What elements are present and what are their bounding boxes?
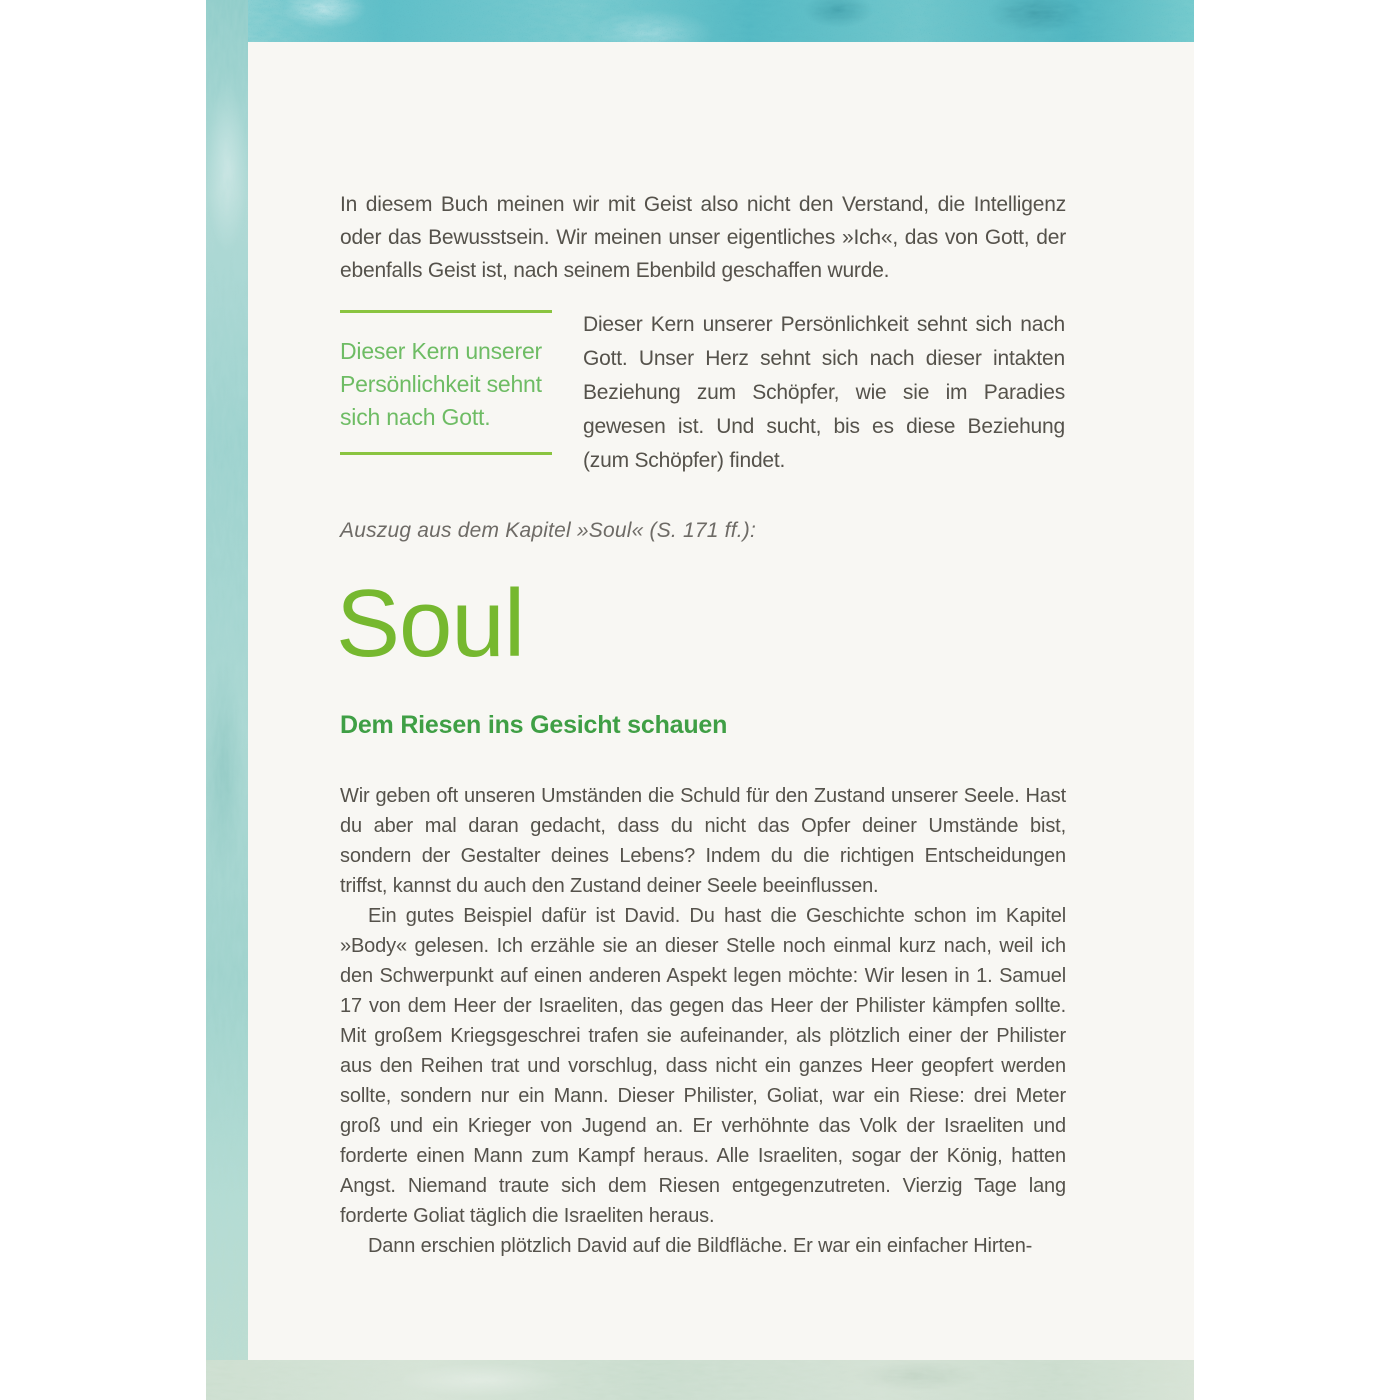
body-paragraph: Dann erschien plötzlich David auf die Bildfläche. Er war ein einfacher Hirten- <box>368 1235 1033 1257</box>
frame-top-strip <box>206 0 1194 42</box>
pullquote-text: Dieser Kern unserer Persönlichkeit sehnt sich nach Gott. <box>340 338 543 430</box>
body-paragraph: Wir geben oft unseren Umständen die Schuld für den Zustand unserer Seele. Hast du aber mal daran gedacht, dass du nicht das Opfer deiner Umstände bist, sondern der Gestalter deines Lebens? Indem du die richtigen Entscheidungen triffst, kannst du auch den Zustand deiner Seele beeinflussen. <box>340 785 1066 897</box>
quote-paragraph: Dieser Kern unserer Persönlichkeit sehnt sich nach Gott. Unser Herz sehnt sich nach dieser intakten Beziehung zum Schöpfer, wie sie im Paradies gewesen ist. Und sucht, bis es diese Beziehung (zum Schöpfer) findet. <box>583 313 1065 472</box>
frame-left-strip <box>206 0 248 1400</box>
body-text <box>340 781 1066 1261</box>
frame-bottom-strip <box>206 1360 1194 1400</box>
chapter-title: Soul <box>336 570 525 677</box>
body-paragraph: Ein gutes Beispiel dafür ist David. Du hast die Geschichte schon im Kapitel »Body« gelesen. Ich erzähle sie an dieser Stelle noch einmal kurz nach, weil ich den Schwerpunkt auf einen anderen Aspekt legen möchte: Wir lesen in 1. Samuel 17 von dem Heer der Israeliten, das gegen das Heer der Philister kämpfen sollte. Mit großem Kriegsgeschrei trafen sie aufeinander, als plötzlich einer der Philister aus den Reihen trat und vorschlug, dass nicht ein ganzes Heer geopfert werden sollte, sondern nur ein Mann. Dieser Philister, Goliat, war ein Riese: drei Meter groß und ein Krieger von Jugend an. Er verhöhnte das Volk der Israeliten und forderte einen Mann zum Kampf heraus. Alle Israeliten, sogar der König, hatten Angst. Niemand traute sich dem Riesen entgegenzutreten. Vierzig Tage lang forderte Goliat täglich die Israeliten heraus. <box>340 905 1066 1227</box>
section-heading: Dem Riesen ins Gesicht schauen <box>340 711 728 739</box>
chapter-caption: Auszug aus dem Kapitel »Soul« (S. 171 ff.): <box>340 519 756 542</box>
pullquote <box>340 310 552 455</box>
book-page <box>248 42 1194 1360</box>
intro-paragraph: In diesem Buch meinen wir mit Geist also nicht den Verstand, die Intelligenz oder das Bewusstsein. Wir meinen unser eigentliches »Ich«, das von Gott, der ebenfalls Geist ist, nach seinem Ebenbild geschaffen wurde. <box>340 193 1066 282</box>
